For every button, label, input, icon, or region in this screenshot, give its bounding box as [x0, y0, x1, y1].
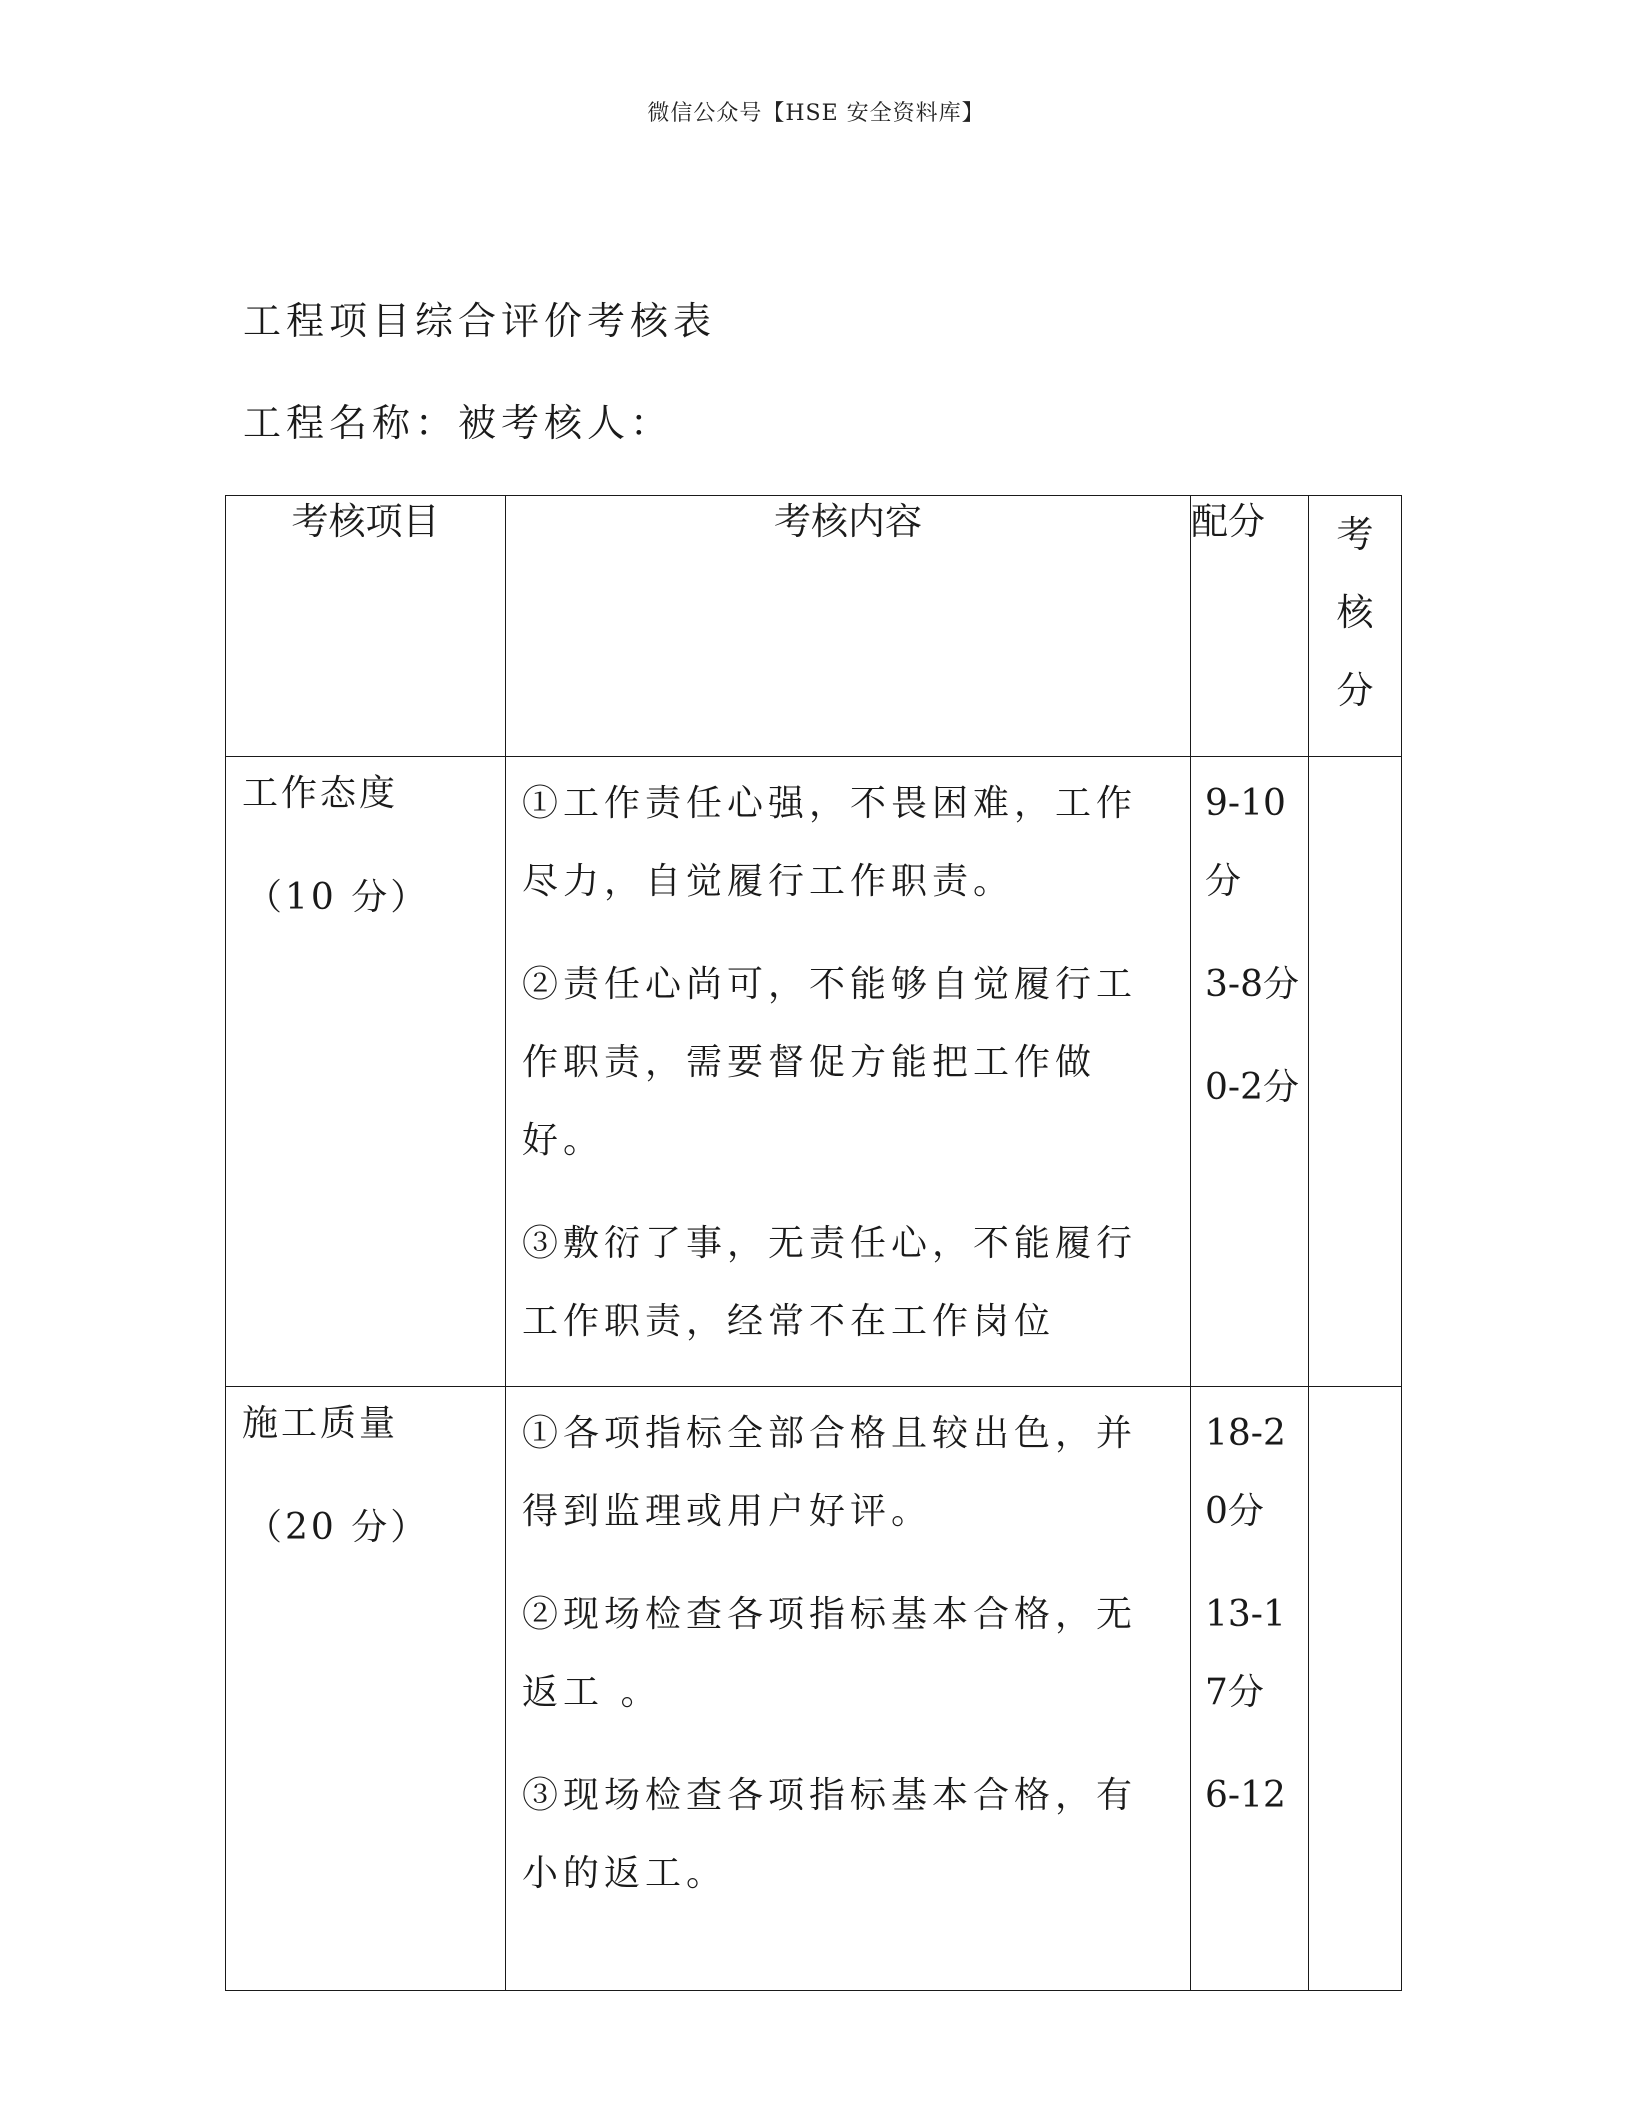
- table-header-row: [226, 496, 1402, 757]
- score-range: 0-2分: [1205, 1067, 1299, 1108]
- item-name: 施工质量: [242, 1403, 399, 1444]
- score-cell: [1191, 1387, 1309, 1991]
- table-row-work-attitude: [226, 757, 1402, 1387]
- criteria-cell: [506, 757, 1191, 1387]
- item-cell: [226, 757, 506, 1387]
- column-header-result-char: 核: [1336, 591, 1374, 634]
- criterion: ②现场检查各项指标基本合格，无返工 。: [522, 1594, 1138, 1713]
- project-info-line: 工程名称：被考核人：: [243, 401, 674, 445]
- evaluation-table: [225, 495, 1402, 1991]
- column-header-result: [1309, 496, 1402, 757]
- criterion: ③现场检查各项指标基本合格，有小的返工。: [522, 1775, 1138, 1894]
- score-range: 18-20分: [1205, 1413, 1286, 1532]
- table-row-construction-quality: [226, 1387, 1402, 1991]
- score-range: 9-10分: [1205, 783, 1286, 902]
- column-header-result-char: 分: [1336, 669, 1374, 712]
- score-cell: [1191, 757, 1309, 1387]
- item-points: （20 分）: [246, 1507, 430, 1548]
- score-range: 13-17分: [1205, 1594, 1286, 1713]
- item-name: 工作态度: [242, 773, 399, 814]
- column-header-item: 考核项目: [226, 496, 506, 757]
- result-cell: [1309, 1387, 1402, 1991]
- column-header-content: 考核内容: [506, 496, 1191, 757]
- criteria-cell: [506, 1387, 1191, 1991]
- item-cell: [226, 1387, 506, 1991]
- header-watermark: 微信公众号【HSE 安全资料库】: [647, 101, 985, 126]
- criterion: ②责任心尚可，不能够自觉履行工作职责，需要督促方能把工作做好。: [522, 964, 1138, 1161]
- criterion: ①工作责任心强，不畏困难，工作尽力，自觉履行工作职责。: [522, 783, 1138, 902]
- criterion: ①各项指标全部合格且较出色，并得到监理或用户好评。: [522, 1413, 1138, 1532]
- result-cell: [1309, 757, 1402, 1387]
- item-points: （10 分）: [246, 877, 430, 918]
- criterion: ③敷衍了事，无责任心，不能履行工作职责，经常不在工作岗位: [522, 1223, 1138, 1342]
- score-range: 6-12: [1205, 1775, 1286, 1816]
- column-header-result-char: 考: [1336, 513, 1374, 556]
- column-header-score: 配分: [1191, 496, 1309, 757]
- score-range: 3-8分: [1205, 964, 1299, 1005]
- document-title: 工程项目综合评价考核表: [243, 299, 717, 343]
